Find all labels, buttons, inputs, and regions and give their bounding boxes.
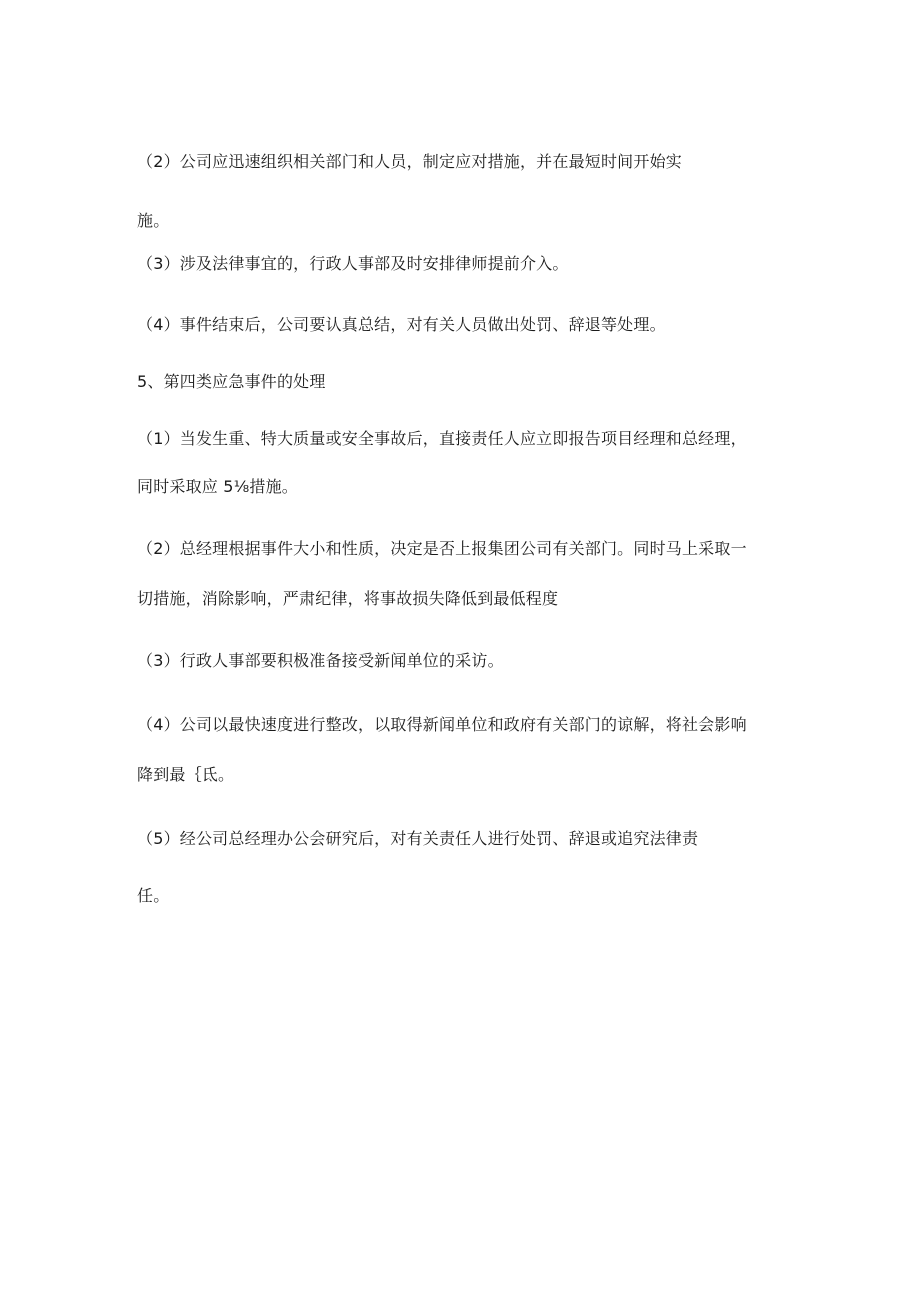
section-heading: 5、第四类应急事件的处理: [137, 372, 326, 391]
paragraph-line: （2）总经理根据事件大小和性质，决定是否上报集团公司有关部门。同时马上采取一: [137, 539, 747, 558]
paragraph-line: （5）经公司总经理办公会研究后，对有关责任人进行处罚、辞退或追究法律责: [137, 829, 699, 848]
paragraph-line: （1）当发生重、特大质量或安全事故后，直接责任人应立即报告项目经理和总经理，: [137, 429, 747, 448]
paragraph-line: （3）涉及法律事宜的，行政人事部及时安排律师提前介入。: [137, 254, 569, 273]
paragraph-line: （4）事件结束后，公司要认真总结，对有关人员做出处罚、辞退等处理。: [137, 315, 666, 334]
paragraph-line: 施。: [137, 211, 170, 230]
paragraph-line: 同时采取应 5⅛措施。: [137, 477, 298, 496]
paragraph-line: （3）行政人事部要积极准备接受新闻单位的采访。: [137, 651, 504, 670]
paragraph-line: 任。: [137, 886, 170, 905]
paragraph-line: 切措施，消除影响，严肃纪律，将事故损失降低到最低程度: [137, 589, 559, 608]
paragraph-line: （2）公司应迅速组织相关部门和人员，制定应对措施，并在最短时间开始实: [137, 152, 682, 171]
paragraph-line: 降到最｛氐。: [137, 765, 235, 784]
paragraph-line: （4）公司以最快速度进行整改，以取得新闻单位和政府有关部门的谅解，将社会影响: [137, 715, 747, 734]
